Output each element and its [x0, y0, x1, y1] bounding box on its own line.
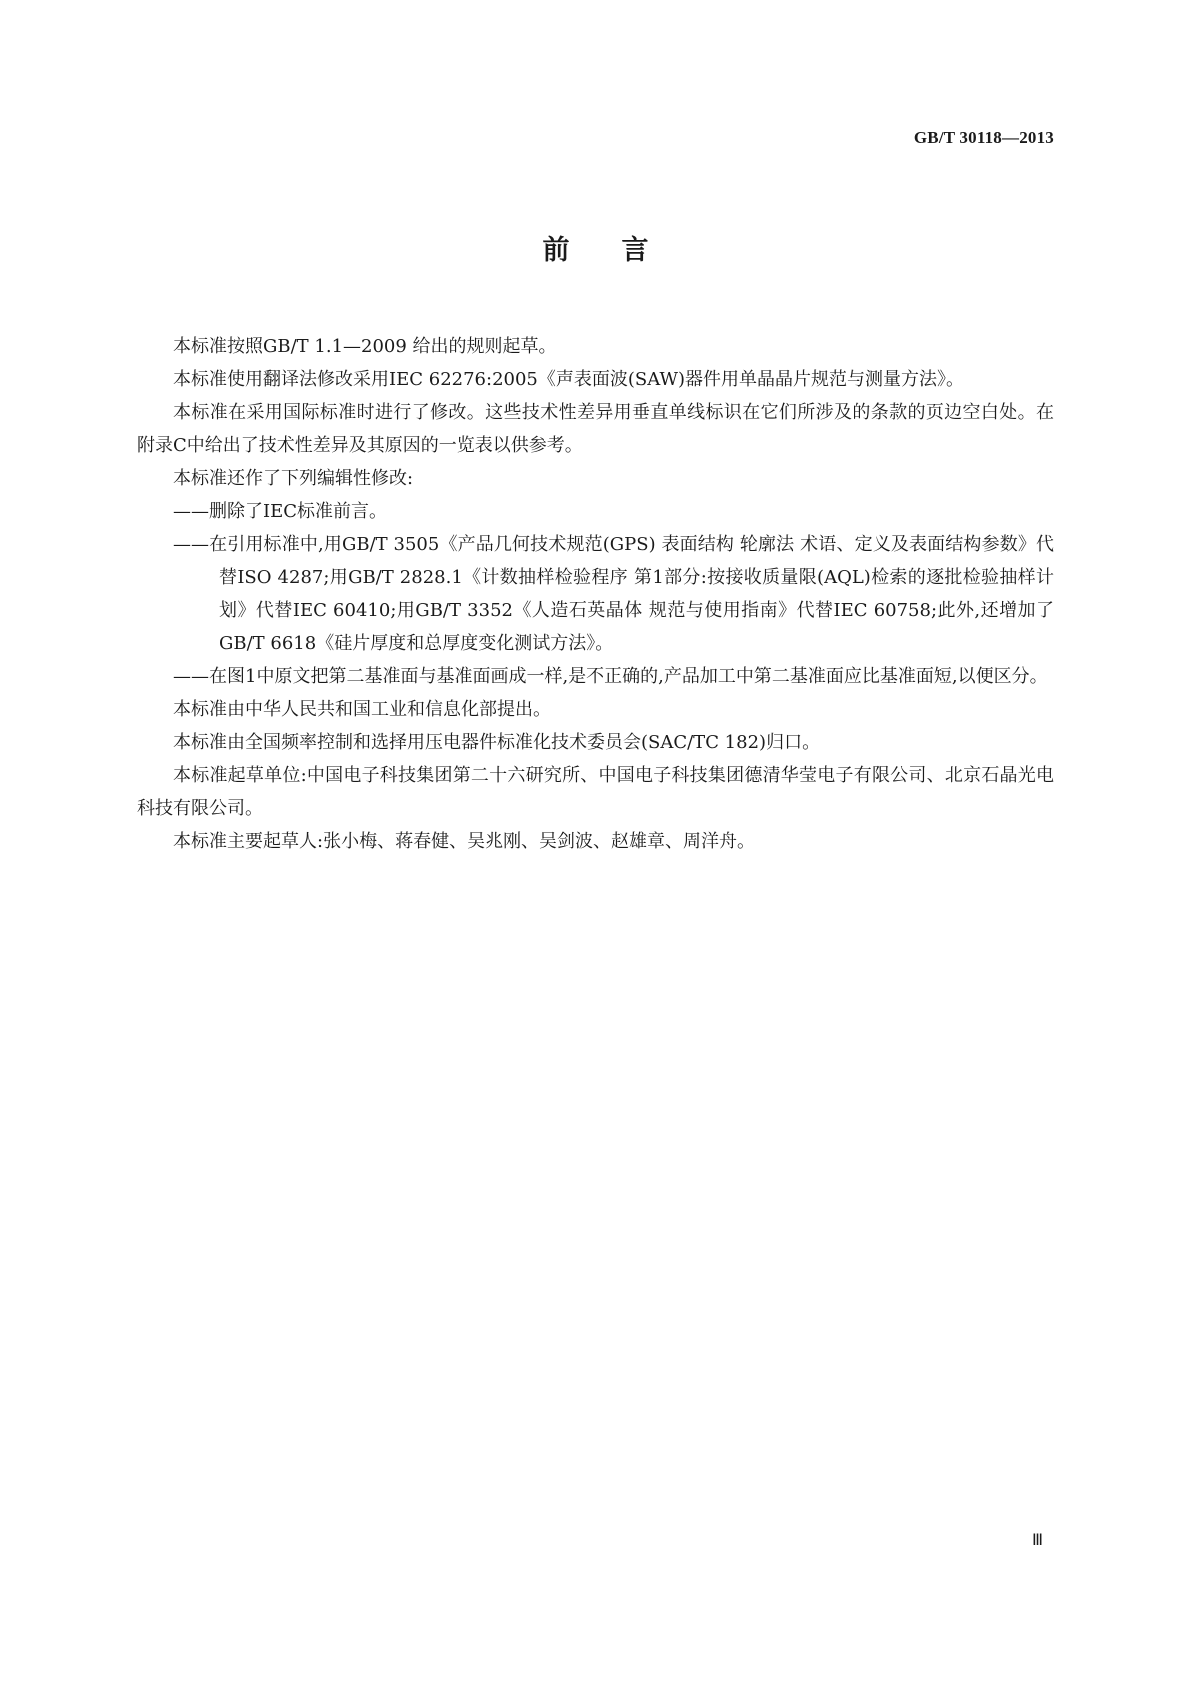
page-number: Ⅲ: [1031, 1532, 1043, 1549]
paragraph: 本标准主要起草人:张小梅、蒋春健、吴兆刚、吴剑波、赵雄章、周洋舟。: [173, 831, 756, 852]
dash-list-item: ——删除了IEC标准前言。: [173, 501, 388, 522]
dash-list-item: ——在图1中原文把第二基准面与基准面画成一样,是不正确的,产品加工中第二基准面应比基准面短,以便区分。: [173, 666, 1048, 687]
paragraph: 本标准按照GB/T 1.1—2009 给出的规则起草。: [173, 336, 557, 357]
dash-list-item: ——在引用标准中,用GB/T 3505《产品几何技术规范(GPS) 表面结构 轮廓法 术语、定义及表面结构参数》代替ISO 4287;用GB/T 2828.1《计数抽样检验程序 第1部分:按接收质量限(AQL)检索的逐批检验抽样计划》代替IEC 60410;用GB/T 3352《人造石英晶体 规范与使用指南》代替IEC 60758;此外,还增加了GB/T 6618《硅片厚度和总厚度变化测试方法》。: [173, 534, 1054, 654]
document-body: [137, 330, 1054, 858]
paragraph: 本标准使用翻译法修改采用IEC 62276:2005《声表面波(SAW)器件用单晶晶片规范与测量方法》。: [173, 369, 965, 390]
paragraph: 本标准由中华人民共和国工业和信息化部提出。: [173, 699, 551, 720]
paragraph: 本标准在采用国际标准时进行了修改。这些技术性差异用垂直单线标识在它们所涉及的条款的页边空白处。在附录C中给出了技术性差异及其原因的一览表以供参考。: [137, 402, 1054, 456]
paragraph: 本标准由全国频率控制和选择用压电器件标准化技术委员会(SAC/TC 182)归口。: [173, 732, 821, 753]
paragraph: 本标准还作了下列编辑性修改:: [173, 468, 414, 489]
standard-number: GB/T 30118—2013: [913, 128, 1054, 147]
page-title: 前言: [542, 235, 701, 266]
paragraph: 本标准起草单位:中国电子科技集团第二十六研究所、中国电子科技集团德清华莹电子有限公司、北京石晶光电科技有限公司。: [137, 765, 1054, 819]
